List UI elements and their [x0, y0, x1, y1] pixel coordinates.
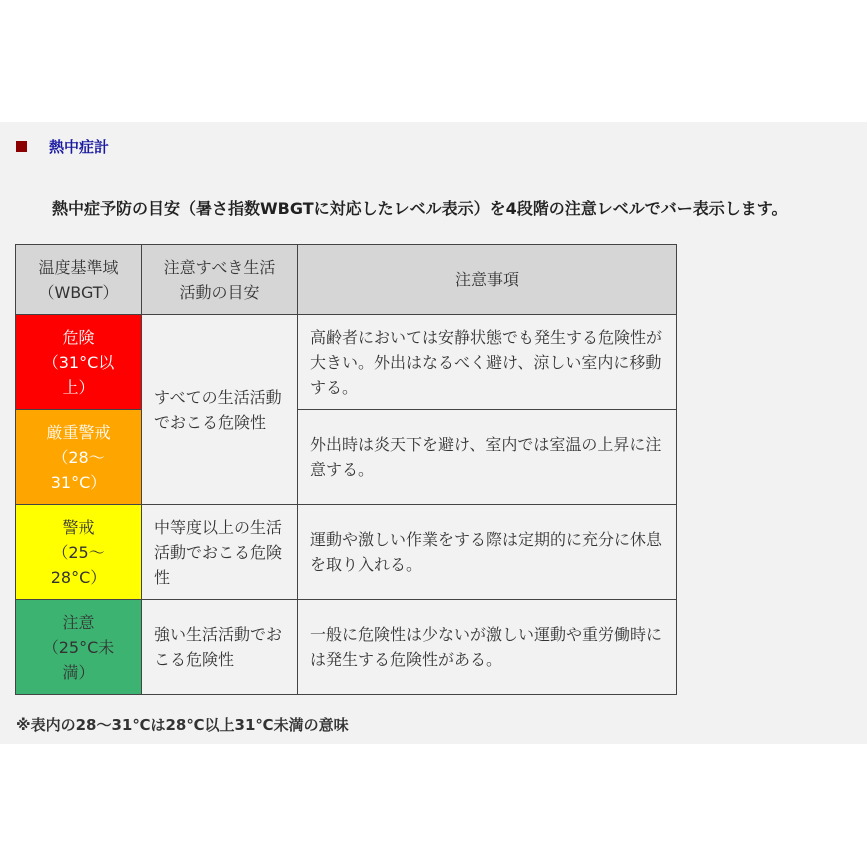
header-activity-line2: 活動の目安	[179, 282, 260, 302]
table-header-row	[16, 245, 677, 315]
intro-text: 熱中症予防の目安（暑さ指数WBGTに対応したレベル表示）を4段階の注意レベルでバー表示します。	[52, 199, 788, 218]
level-severe-warning	[16, 410, 142, 505]
level-warning	[16, 505, 142, 600]
level-label: 厳重警戒	[46, 422, 111, 442]
level-range: 上）	[62, 377, 95, 397]
bullet-square-icon	[16, 141, 27, 152]
header-temperature-range-line2: （WBGT）	[38, 282, 119, 302]
activity-cell: 中等度以上の生活活動でおこる危険性	[142, 505, 298, 600]
precaution-cell: 一般に危険性は少ないが激しい運動や重労働時には発生する危険性がある。	[298, 600, 677, 695]
activity-cell: すべての生活活動でおこる危険性	[142, 315, 298, 505]
level-range: 満）	[62, 662, 95, 682]
table-row	[16, 410, 677, 505]
section-heading	[16, 136, 109, 157]
precaution-cell: 高齢者においては安静状態でも発生する危険性が大きい。外出はなるべく避け、涼しい室内に移動する。	[298, 315, 677, 410]
level-range: 31°C）	[50, 472, 107, 492]
level-range: 28°C）	[50, 567, 107, 587]
activity-cell: 強い生活活動でおこる危険性	[142, 600, 298, 695]
level-range: （28〜	[52, 447, 105, 467]
level-range: （25°C未	[42, 637, 115, 657]
header-activity-line1: 注意すべき生活	[163, 257, 276, 277]
level-range: （31°C以	[42, 352, 115, 372]
table-row	[16, 505, 677, 600]
table-row	[16, 315, 677, 410]
precaution-cell: 外出時は炎天下を避け、室内では室温の上昇に注意する。	[298, 410, 677, 505]
content-panel	[0, 122, 867, 744]
level-label: 警戒	[62, 517, 95, 537]
level-range: （25〜	[52, 542, 105, 562]
precaution-cell: 運動や激しい作業をする際は定期的に充分に休息を取り入れる。	[298, 505, 677, 600]
level-label: 注意	[62, 612, 95, 632]
level-label: 危険	[62, 327, 95, 347]
wbgt-table	[15, 244, 677, 695]
footnote: ※表内の28〜31℃は28℃以上31℃未満の意味	[16, 716, 349, 734]
header-activity	[142, 245, 298, 315]
level-danger	[16, 315, 142, 410]
section-title: 熱中症計	[49, 138, 110, 156]
header-temperature-range-line1: 温度基準域	[38, 257, 119, 277]
table-row	[16, 600, 677, 695]
level-caution	[16, 600, 142, 695]
header-temperature-range	[16, 245, 142, 315]
header-precautions: 注意事項	[298, 245, 677, 315]
